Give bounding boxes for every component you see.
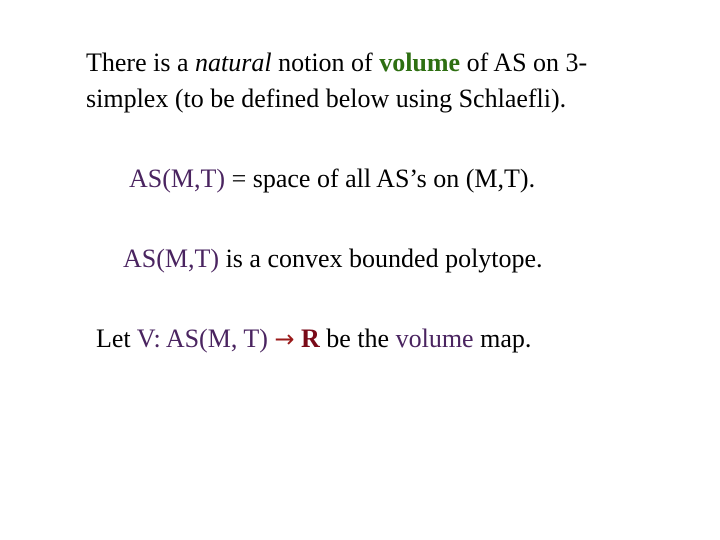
text-segment: simplex (to be defined below using Schlaefli). xyxy=(86,84,567,113)
math-volume-map: V: AS(M, T) xyxy=(136,324,268,353)
text-line-5 xyxy=(96,324,531,354)
text-segment: space of all AS’s on (M,T). xyxy=(252,164,536,193)
text-segment: is a convex bounded polytope. xyxy=(219,244,543,273)
emphasis-volume: volume xyxy=(379,48,461,77)
text-segment: be the xyxy=(319,324,396,353)
text-line-4 xyxy=(123,244,543,274)
text-line-1 xyxy=(86,48,587,78)
emphasis-natural: natural xyxy=(195,48,272,77)
emphasis-volume: volume xyxy=(395,324,474,353)
text-segment: of AS on 3- xyxy=(460,48,588,77)
text-line-3 xyxy=(129,164,535,194)
math-as-mt: AS(M,T) xyxy=(129,164,226,193)
text-segment: There is a xyxy=(86,48,196,77)
math-as-mt: AS(M,T) xyxy=(123,244,220,273)
right-arrow-icon: → xyxy=(274,325,295,353)
text-line-2 xyxy=(86,84,566,114)
equals-sign: = xyxy=(225,164,253,193)
text-segment: notion of xyxy=(271,48,380,77)
text-segment: Let xyxy=(96,324,137,353)
text-segment: map. xyxy=(473,324,532,353)
math-reals-r: R xyxy=(301,324,320,353)
